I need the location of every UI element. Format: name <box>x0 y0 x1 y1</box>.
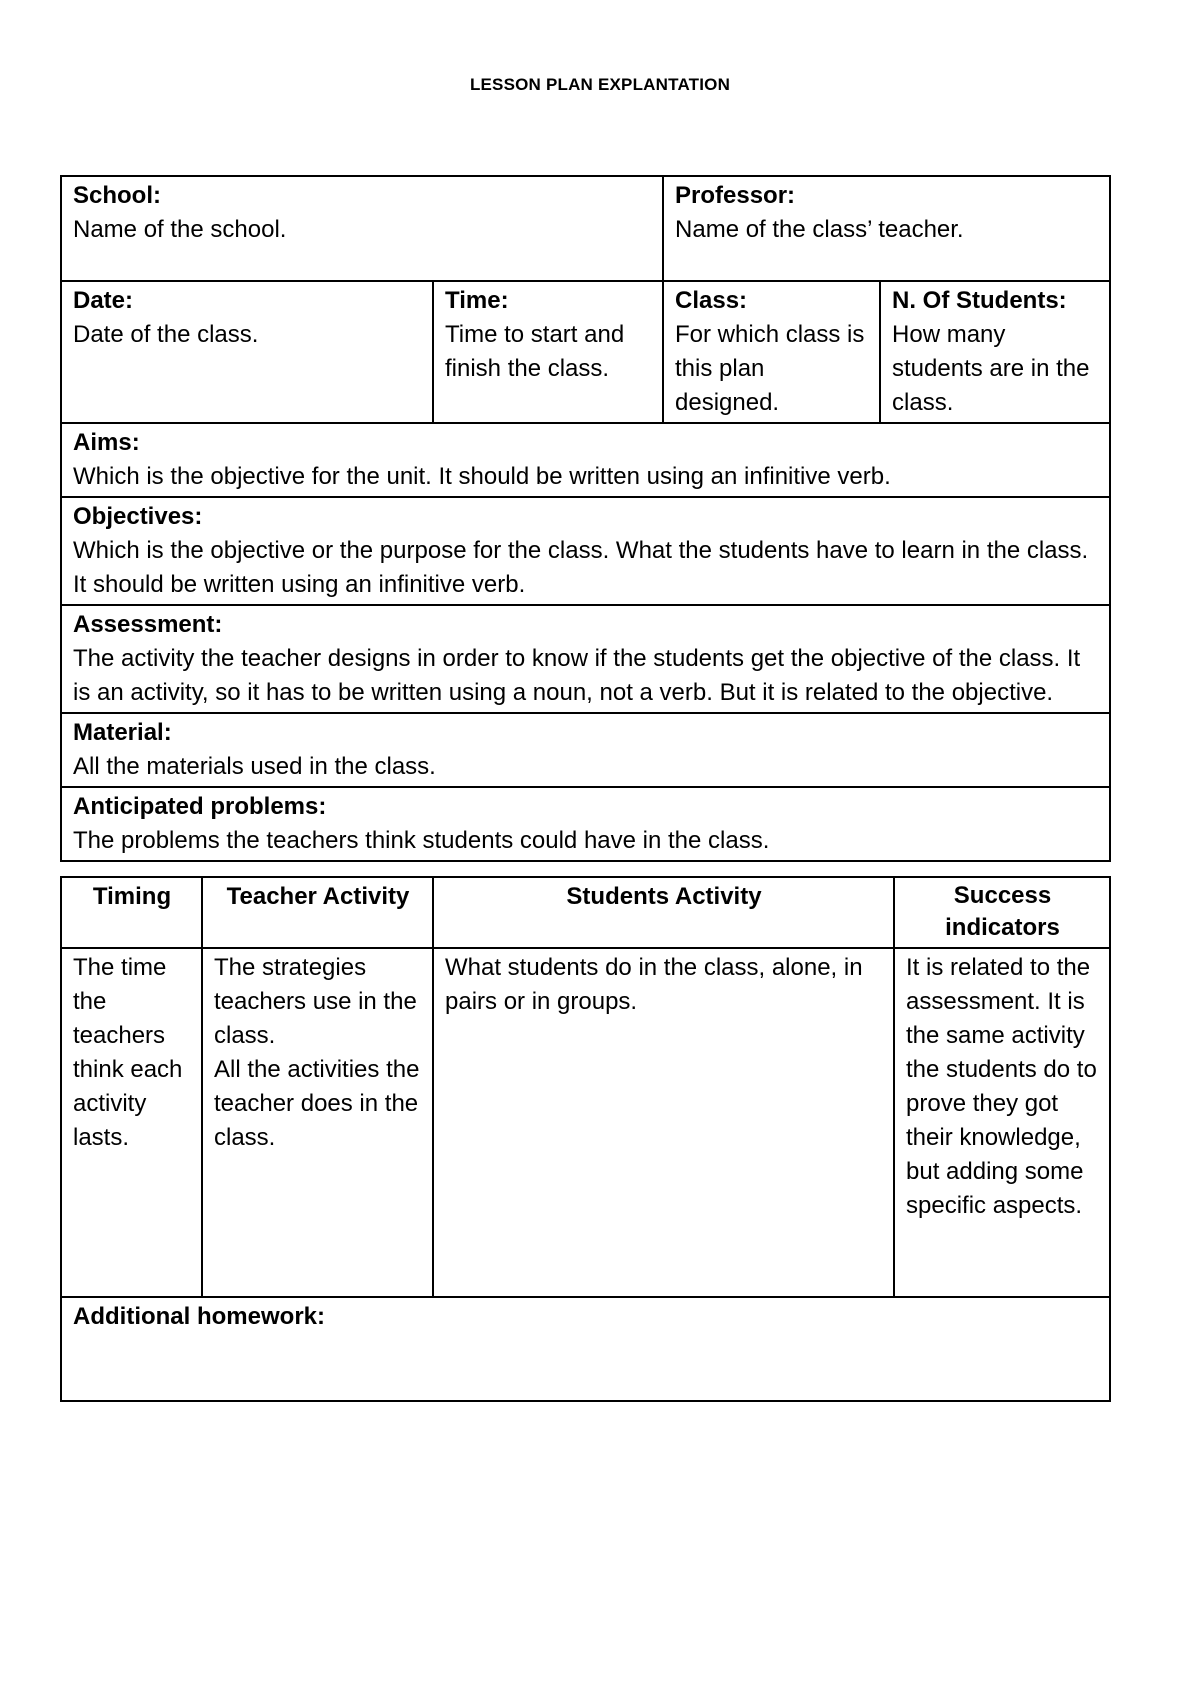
school-cell <box>61 176 663 281</box>
header-students-activity: Students Activity <box>433 877 894 948</box>
date-value: Date of the class. <box>73 321 259 348</box>
teacher-activity-line2: All the activities the teacher does in the class. <box>214 1056 420 1151</box>
material-cell <box>61 713 1110 787</box>
professor-cell <box>663 176 1110 281</box>
success-indicators-cell: It is related to the assessment. It is the same activity the students do to prove they got their knowledge, but adding some specific aspects. <box>894 948 1110 1297</box>
problems-cell <box>61 787 1110 861</box>
time-label: Time: <box>445 287 509 314</box>
date-cell <box>61 281 433 423</box>
activity-header-row <box>61 877 1110 948</box>
assessment-row <box>61 605 1110 713</box>
assessment-value: The activity the teacher designs in order to know if the students get the objective of the class. It is an activity, so it has to be written using a noun, not a verb. But it is related to the objective. <box>73 645 1081 706</box>
objectives-label: Objectives: <box>73 503 203 530</box>
material-row <box>61 713 1110 787</box>
date-time-class-row <box>61 281 1110 423</box>
class-label: Class: <box>675 287 748 314</box>
material-label: Material: <box>73 719 172 746</box>
teacher-activity-line1: The strategies teachers use in the class. <box>214 954 417 1049</box>
homework-cell <box>61 1297 1110 1401</box>
activity-content-row <box>61 948 1110 1297</box>
lesson-plan-table <box>60 175 1111 862</box>
students-cell <box>880 281 1110 423</box>
class-cell <box>663 281 880 423</box>
homework-row <box>61 1297 1110 1401</box>
homework-label: Additional homework: <box>73 1303 325 1330</box>
activity-table <box>60 876 1111 1402</box>
problems-row <box>61 787 1110 861</box>
teacher-activity-cell <box>202 948 433 1297</box>
objectives-cell <box>61 497 1110 605</box>
material-value: All the materials used in the class. <box>73 753 436 780</box>
objectives-row <box>61 497 1110 605</box>
aims-row <box>61 423 1110 497</box>
document-title: LESSON PLAN EXPLANTATION <box>469 75 731 94</box>
aims-cell <box>61 423 1110 497</box>
timing-cell: The time the teachers think each activity lasts. <box>61 948 202 1297</box>
aims-label: Aims: <box>73 429 140 456</box>
problems-label: Anticipated problems: <box>73 793 327 820</box>
header-timing: Timing <box>61 877 202 948</box>
assessment-label: Assessment: <box>73 611 223 638</box>
class-value: For which class is this plan designed. <box>675 321 865 416</box>
time-cell <box>433 281 663 423</box>
date-label: Date: <box>73 287 134 314</box>
problems-value: The problems the teachers think students could have in the class. <box>73 827 770 854</box>
aims-value: Which is the objective for the unit. It should be written using an infinitive verb. <box>73 463 891 490</box>
objectives-value: Which is the objective or the purpose for the class. What the students have to learn in the class. It should be written using an infinitive verb. <box>73 537 1089 598</box>
time-value: Time to start and finish the class. <box>445 321 625 382</box>
assessment-cell <box>61 605 1110 713</box>
school-label: School: <box>73 182 161 209</box>
students-label: N. Of Students: <box>892 287 1067 314</box>
header-success-indicators: Success indicators <box>894 877 1110 948</box>
professor-value: Name of the class’ teacher. <box>675 216 964 243</box>
professor-label: Professor: <box>675 182 796 209</box>
school-value: Name of the school. <box>73 216 287 243</box>
header-teacher-activity: Teacher Activity <box>202 877 433 948</box>
school-professor-row <box>61 176 1110 281</box>
students-value: How many students are in the class. <box>892 321 1090 416</box>
students-activity-cell: What students do in the class, alone, in pairs or in groups. <box>433 948 894 1297</box>
